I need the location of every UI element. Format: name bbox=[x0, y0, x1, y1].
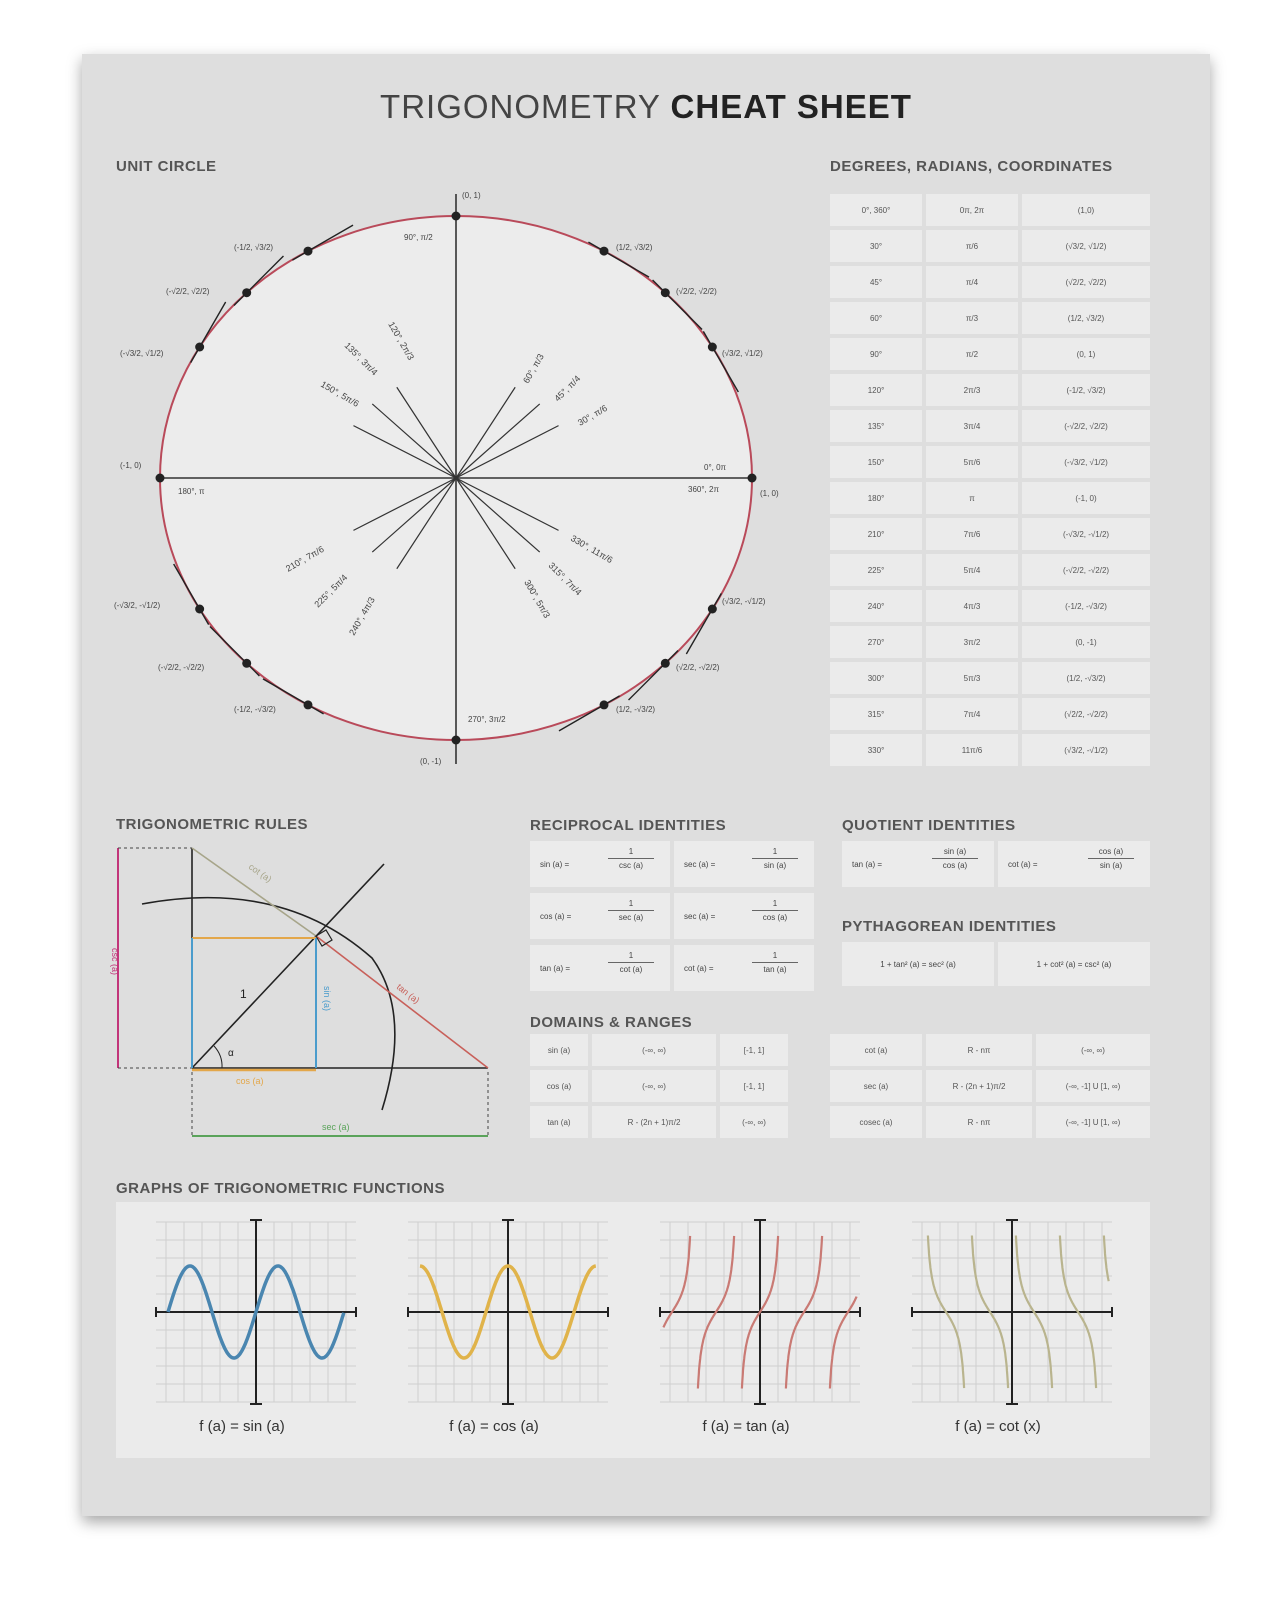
coord-30: (√3/2, √1/2) bbox=[722, 349, 763, 358]
deg-cell-15-0: 330° bbox=[830, 734, 922, 766]
domains-heading: DOMAINS & RANGES bbox=[530, 1014, 693, 1031]
deg-cell-3-0: 60° bbox=[830, 302, 922, 334]
deg-cell-9-1: 7π/6 bbox=[926, 518, 1018, 550]
graph-cot bbox=[912, 1220, 1112, 1404]
tan-line bbox=[316, 936, 488, 1068]
coord-150: (-√3/2, √1/2) bbox=[120, 349, 164, 358]
hyp-label: 1 bbox=[240, 987, 247, 1001]
quotient-lhs: tan (a) = bbox=[852, 859, 883, 869]
angle-210: 210°, 7π/6 bbox=[284, 543, 326, 574]
deg-cell-7-1: 5π/6 bbox=[926, 446, 1018, 478]
deg-cell-15-1: 11π/6 bbox=[926, 734, 1018, 766]
point-300 bbox=[600, 700, 609, 709]
deg-cell-14-1: 7π/4 bbox=[926, 698, 1018, 730]
point-180 bbox=[156, 474, 165, 483]
deg-cell-9-0: 210° bbox=[830, 518, 922, 550]
unit-circle-heading: UNIT CIRCLE bbox=[116, 158, 217, 175]
reciprocal-fraction bbox=[752, 847, 798, 870]
csc-label: csc (a) bbox=[110, 948, 120, 975]
cos-label: cos (a) bbox=[236, 1076, 264, 1086]
degrees-heading: DEGREES, RADIANS, COORDINATES bbox=[830, 158, 1113, 175]
deg-cell-0-2: (1,0) bbox=[1022, 194, 1150, 226]
point-210 bbox=[195, 605, 204, 614]
coord-0: (1, 0) bbox=[760, 489, 779, 498]
reciprocal-lhs: sec (a) = bbox=[684, 911, 716, 921]
quotient-denominator: cos (a) bbox=[942, 861, 968, 870]
coord-300: (1/2, -√3/2) bbox=[616, 705, 656, 714]
deg-cell-8-0: 180° bbox=[830, 482, 922, 514]
coord-45: (√2/2, √2/2) bbox=[676, 287, 717, 296]
reciprocal-numerator: 1 bbox=[608, 951, 654, 963]
deg-cell-15-2: (√3/2, -√1/2) bbox=[1022, 734, 1150, 766]
reciprocal-denominator: tan (a) bbox=[763, 965, 787, 974]
deg-cell-2-0: 45° bbox=[830, 266, 922, 298]
angle-360: 360°, 2π bbox=[688, 485, 719, 494]
quotient-cell-0 bbox=[842, 841, 994, 887]
deg-cell-14-2: (√2/2, -√2/2) bbox=[1022, 698, 1150, 730]
reciprocal-cell-5 bbox=[674, 945, 814, 991]
reciprocal-numerator: 1 bbox=[608, 899, 654, 911]
coord-60: (1/2, √3/2) bbox=[616, 243, 653, 252]
quotient-cell-1 bbox=[998, 841, 1150, 887]
domain-right-0-1: R - nπ bbox=[926, 1034, 1032, 1066]
graph-sin bbox=[156, 1220, 356, 1404]
arc bbox=[142, 898, 395, 1110]
angle-315: 315°, 7π/4 bbox=[546, 560, 584, 598]
coord-315: (√2/2, -√2/2) bbox=[676, 663, 720, 672]
reciprocal-lhs: cot (a) = bbox=[684, 963, 714, 973]
deg-cell-10-2: (-√2/2, -√2/2) bbox=[1022, 554, 1150, 586]
reciprocal-denominator: sec (a) bbox=[618, 913, 644, 922]
quotient-fraction bbox=[1088, 847, 1134, 870]
pythagorean-cell-1: 1 + tan² (a) = sec² (a) bbox=[842, 942, 994, 986]
domain-right-0-2: (-∞, ∞) bbox=[1036, 1034, 1150, 1066]
reciprocal-fraction bbox=[608, 951, 654, 974]
domain-right-1-0: sec (a) bbox=[830, 1070, 922, 1102]
graph-cos bbox=[408, 1220, 608, 1404]
coord-270: (0, -1) bbox=[420, 757, 442, 766]
reciprocal-denominator: cos (a) bbox=[762, 913, 788, 922]
title-light: TRIGONOMETRY bbox=[380, 88, 661, 125]
point-60 bbox=[600, 247, 609, 256]
deg-cell-5-2: (-1/2, √3/2) bbox=[1022, 374, 1150, 406]
domain-left-0-0: sin (a) bbox=[530, 1034, 588, 1066]
coord-180: (-1, 0) bbox=[120, 461, 142, 470]
trig-rules-diagram bbox=[112, 838, 502, 1148]
angle-225: 225°, 5π/4 bbox=[312, 572, 350, 610]
domain-left-0-2: [-1, 1] bbox=[720, 1034, 788, 1066]
reciprocal-heading: RECIPROCAL IDENTITIES bbox=[530, 817, 727, 834]
angle-45: 45°, π/4 bbox=[552, 373, 583, 404]
reciprocal-denominator: cot (a) bbox=[619, 965, 643, 974]
deg-cell-4-0: 90° bbox=[830, 338, 922, 370]
deg-cell-11-1: 4π/3 bbox=[926, 590, 1018, 622]
point-225 bbox=[242, 659, 251, 668]
deg-cell-10-0: 225° bbox=[830, 554, 922, 586]
alpha-label: α bbox=[228, 1048, 234, 1059]
quotient-numerator: cos (a) bbox=[1088, 847, 1134, 859]
coord-120: (-1/2, √3/2) bbox=[234, 243, 274, 252]
point-330 bbox=[708, 605, 717, 614]
domain-left-0-1: (-∞, ∞) bbox=[592, 1034, 716, 1066]
coord-90: (0, 1) bbox=[462, 191, 481, 200]
angle-240: 240°, 4π/3 bbox=[347, 595, 377, 637]
point-150 bbox=[195, 343, 204, 352]
domain-left-1-2: [-1, 1] bbox=[720, 1070, 788, 1102]
angle-150: 150°, 5π/6 bbox=[319, 379, 361, 409]
angle-330: 330°, 11π/6 bbox=[569, 533, 615, 566]
pythagorean-heading: PYTHAGOREAN IDENTITIES bbox=[842, 918, 1057, 935]
coord-240: (-1/2, -√3/2) bbox=[234, 705, 276, 714]
deg-cell-13-2: (1/2, -√3/2) bbox=[1022, 662, 1150, 694]
deg-cell-5-1: 2π/3 bbox=[926, 374, 1018, 406]
angle-120: 120°, 2π/3 bbox=[386, 320, 417, 362]
graph-label-sin: f (a) = sin (a) bbox=[199, 1418, 285, 1435]
domain-left-2-2: (-∞, ∞) bbox=[720, 1106, 788, 1138]
domain-right-0-0: cot (a) bbox=[830, 1034, 922, 1066]
point-90 bbox=[452, 212, 461, 221]
point-0 bbox=[748, 474, 757, 483]
point-240 bbox=[304, 700, 313, 709]
point-315 bbox=[661, 659, 670, 668]
reciprocal-denominator: sin (a) bbox=[763, 861, 787, 870]
point-135 bbox=[242, 288, 251, 297]
domain-right-1-1: R - (2n + 1)π/2 bbox=[926, 1070, 1032, 1102]
cot-line bbox=[192, 848, 316, 936]
deg-cell-2-1: π/4 bbox=[926, 266, 1018, 298]
title-bold-2: SHEET bbox=[796, 88, 912, 125]
angle-300: 300°, 5π/3 bbox=[522, 578, 553, 620]
deg-cell-10-1: 5π/4 bbox=[926, 554, 1018, 586]
deg-cell-9-2: (-√3/2, -√1/2) bbox=[1022, 518, 1150, 550]
coord-210: (-√3/2, -√1/2) bbox=[114, 601, 161, 610]
quotient-denominator: sin (a) bbox=[1099, 861, 1123, 870]
reciprocal-lhs: cos (a) = bbox=[540, 911, 572, 921]
reciprocal-cell-3 bbox=[674, 893, 814, 939]
deg-cell-14-0: 315° bbox=[830, 698, 922, 730]
coord-330: (√3/2, -√1/2) bbox=[722, 597, 766, 606]
domain-left-1-1: (-∞, ∞) bbox=[592, 1070, 716, 1102]
deg-cell-7-2: (-√3/2, √1/2) bbox=[1022, 446, 1150, 478]
deg-cell-11-2: (-1/2, -√3/2) bbox=[1022, 590, 1150, 622]
title-bold-1: CHEAT bbox=[670, 88, 787, 125]
angle-270: 270°, 3π/2 bbox=[468, 715, 506, 724]
graph-tan bbox=[660, 1220, 860, 1404]
reciprocal-denominator: csc (a) bbox=[619, 861, 643, 870]
cot-label: cot (a) bbox=[246, 861, 274, 885]
tan-label: tan (a) bbox=[394, 981, 422, 1006]
pythagorean-cell-2: 1 + cot² (a) = csc² (a) bbox=[998, 942, 1150, 986]
angle-30: 30°, π/6 bbox=[576, 402, 609, 428]
deg-cell-12-1: 3π/2 bbox=[926, 626, 1018, 658]
sin-label: sin (a) bbox=[322, 986, 332, 1012]
deg-cell-3-2: (1/2, √3/2) bbox=[1022, 302, 1150, 334]
angle-0: 0°, 0π bbox=[704, 463, 727, 472]
reciprocal-cell-4 bbox=[530, 945, 670, 991]
coord-135: (-√2/2, √2/2) bbox=[166, 287, 210, 296]
deg-cell-6-0: 135° bbox=[830, 410, 922, 442]
deg-cell-2-2: (√2/2, √2/2) bbox=[1022, 266, 1150, 298]
reciprocal-cell-2 bbox=[530, 893, 670, 939]
reciprocal-cell-1 bbox=[674, 841, 814, 887]
domain-right-2-2: (-∞, -1] U [1, ∞) bbox=[1036, 1106, 1150, 1138]
angle-180: 180°, π bbox=[178, 487, 205, 496]
domain-right-1-2: (-∞, -1] U [1, ∞) bbox=[1036, 1070, 1150, 1102]
point-45 bbox=[661, 288, 670, 297]
deg-cell-13-1: 5π/3 bbox=[926, 662, 1018, 694]
deg-cell-11-0: 240° bbox=[830, 590, 922, 622]
deg-cell-13-0: 300° bbox=[830, 662, 922, 694]
domain-left-2-1: R - (2n + 1)π/2 bbox=[592, 1106, 716, 1138]
quotient-heading: QUOTIENT IDENTITIES bbox=[842, 817, 1016, 834]
deg-cell-4-2: (0, 1) bbox=[1022, 338, 1150, 370]
quotient-numerator: sin (a) bbox=[932, 847, 978, 859]
angle-60: 60°, π/3 bbox=[521, 352, 546, 385]
deg-cell-12-2: (0, -1) bbox=[1022, 626, 1150, 658]
angle-90: 90°, π/2 bbox=[404, 233, 433, 242]
reciprocal-lhs: sin (a) = bbox=[540, 859, 570, 869]
deg-cell-1-2: (√3/2, √1/2) bbox=[1022, 230, 1150, 262]
cheat-sheet-poster bbox=[82, 54, 1210, 1516]
tan-branch bbox=[830, 1297, 857, 1389]
reciprocal-lhs: tan (a) = bbox=[540, 963, 571, 973]
deg-cell-7-0: 150° bbox=[830, 446, 922, 478]
rules-heading: TRIGONOMETRIC RULES bbox=[116, 816, 308, 833]
deg-cell-1-0: 30° bbox=[830, 230, 922, 262]
deg-cell-0-0: 0°, 360° bbox=[830, 194, 922, 226]
quotient-lhs: cot (a) = bbox=[1008, 859, 1038, 869]
point-30 bbox=[708, 343, 717, 352]
point-270 bbox=[452, 736, 461, 745]
tan-branch bbox=[663, 1236, 690, 1328]
quotient-fraction bbox=[932, 847, 978, 870]
graph-label-cot: f (a) = cot (x) bbox=[955, 1418, 1041, 1435]
deg-cell-8-1: π bbox=[926, 482, 1018, 514]
reciprocal-numerator: 1 bbox=[752, 899, 798, 911]
reciprocal-numerator: 1 bbox=[752, 951, 798, 963]
graph-label-tan: f (a) = tan (a) bbox=[702, 1418, 790, 1435]
reciprocal-fraction bbox=[752, 899, 798, 922]
graph-label-cos: f (a) = cos (a) bbox=[449, 1418, 539, 1435]
reciprocal-numerator: 1 bbox=[608, 847, 654, 859]
deg-cell-3-1: π/3 bbox=[926, 302, 1018, 334]
deg-cell-6-1: 3π/4 bbox=[926, 410, 1018, 442]
deg-cell-6-2: (-√2/2, √2/2) bbox=[1022, 410, 1150, 442]
unit-circle-diagram bbox=[82, 174, 822, 784]
reciprocal-cell-0 bbox=[530, 841, 670, 887]
point-120 bbox=[304, 247, 313, 256]
deg-cell-1-1: π/6 bbox=[926, 230, 1018, 262]
deg-cell-5-0: 120° bbox=[830, 374, 922, 406]
coord-225: (-√2/2, -√2/2) bbox=[158, 663, 205, 672]
sec-label: sec (a) bbox=[322, 1122, 350, 1132]
deg-cell-8-2: (-1, 0) bbox=[1022, 482, 1150, 514]
angle-135: 135°, 3π/4 bbox=[342, 340, 380, 378]
reciprocal-fraction bbox=[608, 847, 654, 870]
domain-left-2-0: tan (a) bbox=[530, 1106, 588, 1138]
reciprocal-numerator: 1 bbox=[752, 847, 798, 859]
deg-cell-4-1: π/2 bbox=[926, 338, 1018, 370]
reciprocal-fraction bbox=[608, 899, 654, 922]
domain-right-2-1: R - nπ bbox=[926, 1106, 1032, 1138]
deg-cell-12-0: 270° bbox=[830, 626, 922, 658]
deg-cell-0-1: 0π, 2π bbox=[926, 194, 1018, 226]
graphs-heading: GRAPHS OF TRIGONOMETRIC FUNCTIONS bbox=[116, 1180, 445, 1197]
domain-left-1-0: cos (a) bbox=[530, 1070, 588, 1102]
domain-right-2-0: cosec (a) bbox=[830, 1106, 922, 1138]
page-title bbox=[82, 88, 1210, 126]
reciprocal-lhs: sec (a) = bbox=[684, 859, 716, 869]
reciprocal-fraction bbox=[752, 951, 798, 974]
